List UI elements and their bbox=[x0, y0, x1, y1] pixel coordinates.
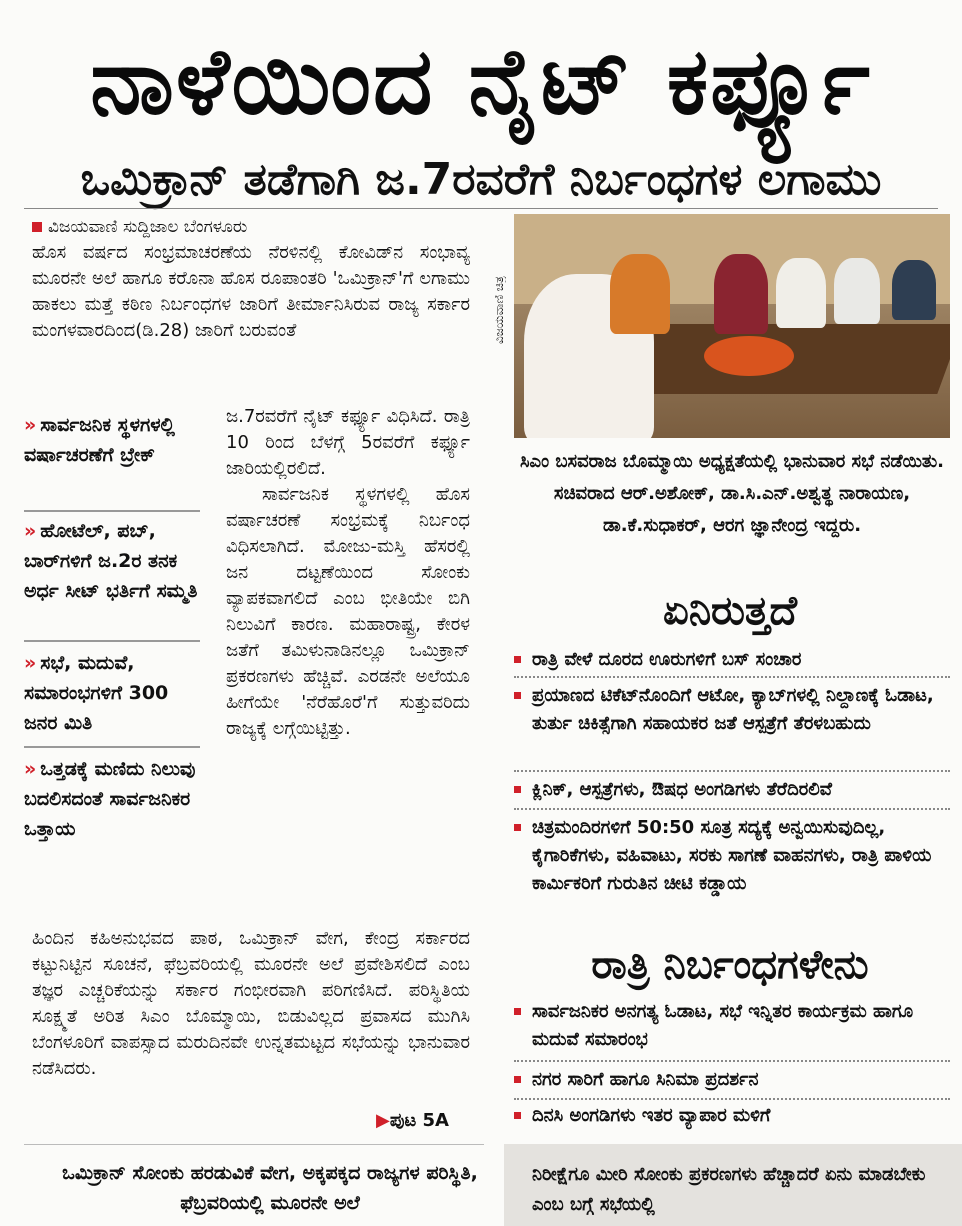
section-1-list bbox=[510, 682, 950, 738]
square-bullet-icon bbox=[514, 786, 521, 793]
highlight-2 bbox=[24, 516, 200, 606]
dotted-divider bbox=[514, 676, 950, 678]
body-paragraph-2: ಸಾರ್ವಜನಿಕ ಸ್ಥಳಗಳಲ್ಲಿ ಹೊಸ ವರ್ಷಾಚರಣೆ ಸಂಭ್ರಮಕ್ಕೆ ನಿರ್ಬಂಧ ವಿಧಿಸಲಾಗಿದೆ. ಮೋಜು-ಮಸ್ತಿ ಹೆಸರಲ್ಲಿ ಜನ ದಟ್ಟಣೆಯಿಂದ ಸೋಂಕು ವ್ಯಾಪಕವಾಗಲಿದೆ ಎಂಬ ಭೀತಿಯೇ ಬಿಗಿ ನಿಲುವಿಗೆ ಕಾರಣ. ಮಹಾರಾಷ್ಟ್ರ, ಕೇರಳ ಜತೆಗೆ ತಮಿಳುನಾಡಿನಲ್ಲೂ ಒಮಿಕ್ರಾನ್ ಪ್ರಕರಣಗಳು ಹೆಚ್ಚಿವೆ. ಎರಡನೇ ಅಲೆಯೂ ಹೀಗೆಯೇ 'ನೆರೆಹೊರೆ'ಗೆ ಸುತ್ತುವರಿದು ರಾಜ್ಯಕ್ಕೆ ಲಗ್ಗೆಯಿಟ್ಟಿತ್ತು. bbox=[226, 484, 470, 739]
headline: ನಾಳೆಯಿಂದ ನೈಟ್ ಕರ್ಫ್ಯೂ bbox=[90, 28, 872, 135]
square-bullet-icon bbox=[514, 1008, 521, 1015]
highlight-text: ಹೋಟೆಲ್, ಪಬ್, ಬಾರ್‌ಗಳಿಗೆ ಜ.2ರ ತನಕ ಅರ್ಧ ಸೀಟ್ ಭರ್ತಿಗೆ ಸಮ್ಮತಿ bbox=[24, 520, 198, 602]
section-2-list bbox=[510, 1102, 950, 1130]
chevron-right-icon: » bbox=[24, 414, 37, 436]
section-1-list bbox=[510, 646, 950, 674]
square-bullet-icon bbox=[514, 1076, 521, 1083]
grey-box-text: ನಿರೀಕ್ಷೆಗೂ ಮೀರಿ ಸೋಂಕು ಪ್ರಕರಣಗಳು ಹೆಚ್ಚಾದರೆ ಏನು ಮಾಡಬೇಕು ಎಂಬ ಬಗ್ಗೆ ಸಭೆಯಲ್ಲಿ bbox=[532, 1164, 926, 1215]
list-item: ಸಾರ್ವಜನಿಕರ ಅನಗತ್ಯ ಓಡಾಟ, ಸಭೆ ಇನ್ನಿತರ ಕಾರ್ಯಕ್ರಮ ಹಾಗೂ ಮದುವೆ ಸಮಾರಂಭ bbox=[510, 998, 950, 1054]
photo-credit: ವಿಜಯವಾಣಿ ಚಿತ್ರ bbox=[492, 276, 506, 344]
body-column bbox=[226, 404, 470, 742]
square-bullet-icon bbox=[514, 1112, 521, 1119]
continued-text: ಪುಟ 5A bbox=[389, 1110, 449, 1131]
chevron-right-icon: » bbox=[24, 652, 37, 674]
dotted-divider bbox=[514, 770, 950, 772]
section-2-title: ರಾತ್ರಿ ನಿರ್ಬಂಧಗಳೇನು bbox=[591, 942, 869, 988]
photo-caption: ಸಿಎಂ ಬಸವರಾಜ ಬೊಮ್ಮಾಯಿ ಅಧ್ಯಕ್ಷತೆಯಲ್ಲಿ ಭಾನುವಾರ ಸಭೆ ನಡೆಯಿತು. ಸಚಿವರಾದ ಆರ್.ಅಶೋಕ್, ಡಾ.ಸಿ.ಎನ್.ಅಶ್ವತ್ಥ ನಾರಾಯಣ, ಡಾ.ಕೆ.ಸುಧಾಕರ್, ಆರಗ ಜ್ಞಾನೇಂದ್ರ ಇದ್ದರು. bbox=[519, 451, 945, 536]
top-rule bbox=[24, 208, 938, 209]
highlight-4 bbox=[24, 754, 200, 844]
section-1-title: ಏನಿರುತ್ತದೆ bbox=[663, 588, 797, 634]
tail-paragraph: ಹಿಂದಿನ ಕಹಿಅನುಭವದ ಪಾಠ, ಒಮಿಕ್ರಾನ್ ವೇಗ, ಕೇಂದ್ರ ಸರ್ಕಾರದ ಕಟ್ಟುನಿಟ್ಟಿನ ಸೂಚನೆ, ಫೆಬ್ರವರಿಯಲ್ಲಿ ಮೂರನೇ ಅಲೆ ಪ್ರವೇಶಿಸಲಿದೆ ಎಂಬ ತಜ್ಞರ ಎಚ್ಚರಿಕೆಯನ್ನು ಸರ್ಕಾರ ಗಂಭೀರವಾಗಿ ಪರಿಗಣಿಸಿದೆ. ಪರಿಸ್ಥಿತಿಯ ಸೂಕ್ಷ್ಮತೆ ಅರಿತ ಸಿಎಂ ಬೊಮ್ಮಾಯಿ, ಬಿಡುವಿಲ್ಲದ ಪ್ರವಾಸದ ಮುಗಿಸಿ ಬೆಂಗಳೂರಿಗೆ ವಾಪಸ್ಸಾದ ಮರುದಿನವೇ ಉನ್ನತಮಟ್ಟದ ಸಭೆಯನ್ನು ಭಾನುವಾರ ನಡೆಸಿದರು. bbox=[32, 928, 470, 1079]
list-item: ಕ್ಲಿನಿಕ್, ಆಸ್ಪತ್ರೆಗಳು, ಔಷಧ ಅಂಗಡಿಗಳು ತೆರೆದಿರಲಿವೆ bbox=[510, 776, 950, 804]
highlight-text: ಒತ್ತಡಕ್ಕೆ ಮಣಿದು ನಿಲುವು ಬದಲಿಸದಂತೆ ಸಾರ್ವಜನಿಕರ ಒತ್ತಾಯ bbox=[24, 758, 196, 840]
list-item: ಚಿತ್ರಮಂದಿರಗಳಿಗೆ 50:50 ಸೂತ್ರ ಸದ್ಯಕ್ಕೆ ಅನ್ವಯಿಸುವುದಿಲ್ಲ, ಕೈಗಾರಿಕೆಗಳು, ವಹಿವಾಟು, ಸರಕು ಸಾಗಣೆ ವಾಹನಗಳು, ರಾತ್ರಿ ಪಾಳಿಯ ಕಾರ್ಮಿಕರಿಗೆ ಗುರುತಿನ ಚೀಟಿ ಕಡ್ಡಾಯ bbox=[510, 814, 950, 898]
subheadline: ಒಮಿಕ್ರಾನ್ ತಡೆಗಾಗಿ ಜ.7ರವರೆಗೆ ನಿರ್ಬಂಧಗಳ ಲಗಾಮು bbox=[80, 154, 882, 205]
lead-paragraph: ಹೊಸ ವರ್ಷದ ಸಂಭ್ರಮಾಚರಣೆಯ ನೆರಳಿನಲ್ಲಿ ಕೋವಿಡ್‌ನ ಸಂಭಾವ್ಯ ಮೂರನೇ ಅಲೆ ಹಾಗೂ ಕರೊನಾ ಹೊಸ ರೂಪಾಂತರಿ 'ಒಮಿಕ್ರಾನ್'ಗೆ ಲಗಾಮು ಹಾಕಲು ಮತ್ತೆ ಕಠಿಣ ನಿರ್ಬಂಧಗಳ ಜಾರಿಗೆ ತೀರ್ಮಾನಿಸಿರುವ ರಾಜ್ಯ ಸರ್ಕಾರ ಮಂಗಳವಾರದಿಂದ(ಡಿ.28) ಜಾರಿಗೆ ಬರುವಂತೆ bbox=[32, 242, 470, 341]
dotted-divider bbox=[514, 808, 950, 810]
highlight-1 bbox=[24, 410, 200, 470]
square-bullet-icon bbox=[514, 692, 521, 699]
section-2-list bbox=[510, 1066, 950, 1094]
highlight-divider bbox=[24, 746, 200, 748]
chevron-right-icon: » bbox=[24, 758, 37, 780]
section-1-list bbox=[510, 776, 950, 804]
byline bbox=[32, 216, 247, 238]
section-2-list bbox=[510, 998, 950, 1054]
square-bullet-icon bbox=[514, 824, 521, 831]
chevron-right-icon: » bbox=[24, 520, 37, 542]
list-item: ಪ್ರಯಾಣದ ಟಿಕೆಟ್‌ನೊಂದಿಗೆ ಆಟೋ, ಕ್ಯಾಬ್‌ಗಳಲ್ಲಿ ನಿಲ್ದಾಣಕ್ಕೆ ಓಡಾಟ, ತುರ್ತು ಚಿಕಿತ್ಸೆಗಾಗಿ ಸಹಾಯಕರ ಜತೆ ಆಸ್ಪತ್ರೆಗೆ ತೆರಳಬಹುದು bbox=[510, 682, 950, 738]
continued-link[interactable] bbox=[376, 1110, 449, 1131]
dotted-divider bbox=[514, 1098, 950, 1100]
dotted-divider bbox=[514, 1060, 950, 1062]
list-item: ದಿನಸಿ ಅಂಗಡಿಗಳು ಇತರ ವ್ಯಾಪಾರ ಮಳಿಗೆ bbox=[510, 1102, 950, 1130]
highlight-text: ಸಾರ್ವಜನಿಕ ಸ್ಥಳಗಳಲ್ಲಿ ವರ್ಷಾಚರಣೆಗೆ ಬ್ರೇಕ್ bbox=[24, 414, 175, 466]
play-arrow-icon: ▶ bbox=[376, 1110, 390, 1131]
highlight-text: ಸಭೆ, ಮದುವೆ, ಸಮಾರಂಭಗಳಿಗೆ 300 ಜನರ ಮಿತಿ bbox=[24, 652, 169, 734]
highlight-divider bbox=[24, 510, 200, 512]
list-item: ನಗರ ಸಾರಿಗೆ ಹಾಗೂ ಸಿನಿಮಾ ಪ್ರದರ್ಶನ bbox=[510, 1066, 950, 1094]
square-bullet-icon bbox=[514, 656, 521, 663]
highlight-divider bbox=[24, 640, 200, 642]
list-item: ರಾತ್ರಿ ವೇಳೆ ದೂರದ ಊರುಗಳಿಗೆ ಬಸ್ ಸಂಚಾರ bbox=[510, 646, 950, 674]
bottom-left-teaser: ಒಮಿಕ್ರಾನ್ ಸೋಂಕು ಹರಡುವಿಕೆ ವೇಗ, ಅಕ್ಕಪಕ್ಕದ ರಾಜ್ಯಗಳ ಪರಿಸ್ಥಿತಿ, ಫೆಬ್ರವರಿಯಲ್ಲಿ ಮೂರನೇ ಅಲೆ bbox=[62, 1162, 478, 1214]
meeting-photo bbox=[514, 214, 950, 438]
highlight-3 bbox=[24, 648, 200, 738]
square-bullet-icon bbox=[32, 222, 42, 232]
section-1-list bbox=[510, 814, 950, 898]
byline-text: ವಿಜಯವಾಣಿ ಸುದ್ದಿಜಾಲ ಬೆಂಗಳೂರು bbox=[48, 217, 248, 237]
body-paragraph-1: ಜ.7ರವರೆಗೆ ನೈಟ್ ಕರ್ಫ್ಯೂ ವಿಧಿಸಿದೆ. ರಾತ್ರಿ 10 ರಿಂದ ಬೆಳಗ್ಗೆ 5ರವರೆಗೆ ಕರ್ಫ್ಯೂ ಜಾರಿಯಲ್ಲಿರಲಿದೆ. bbox=[226, 406, 470, 479]
bottom-left-rule bbox=[24, 1144, 484, 1145]
